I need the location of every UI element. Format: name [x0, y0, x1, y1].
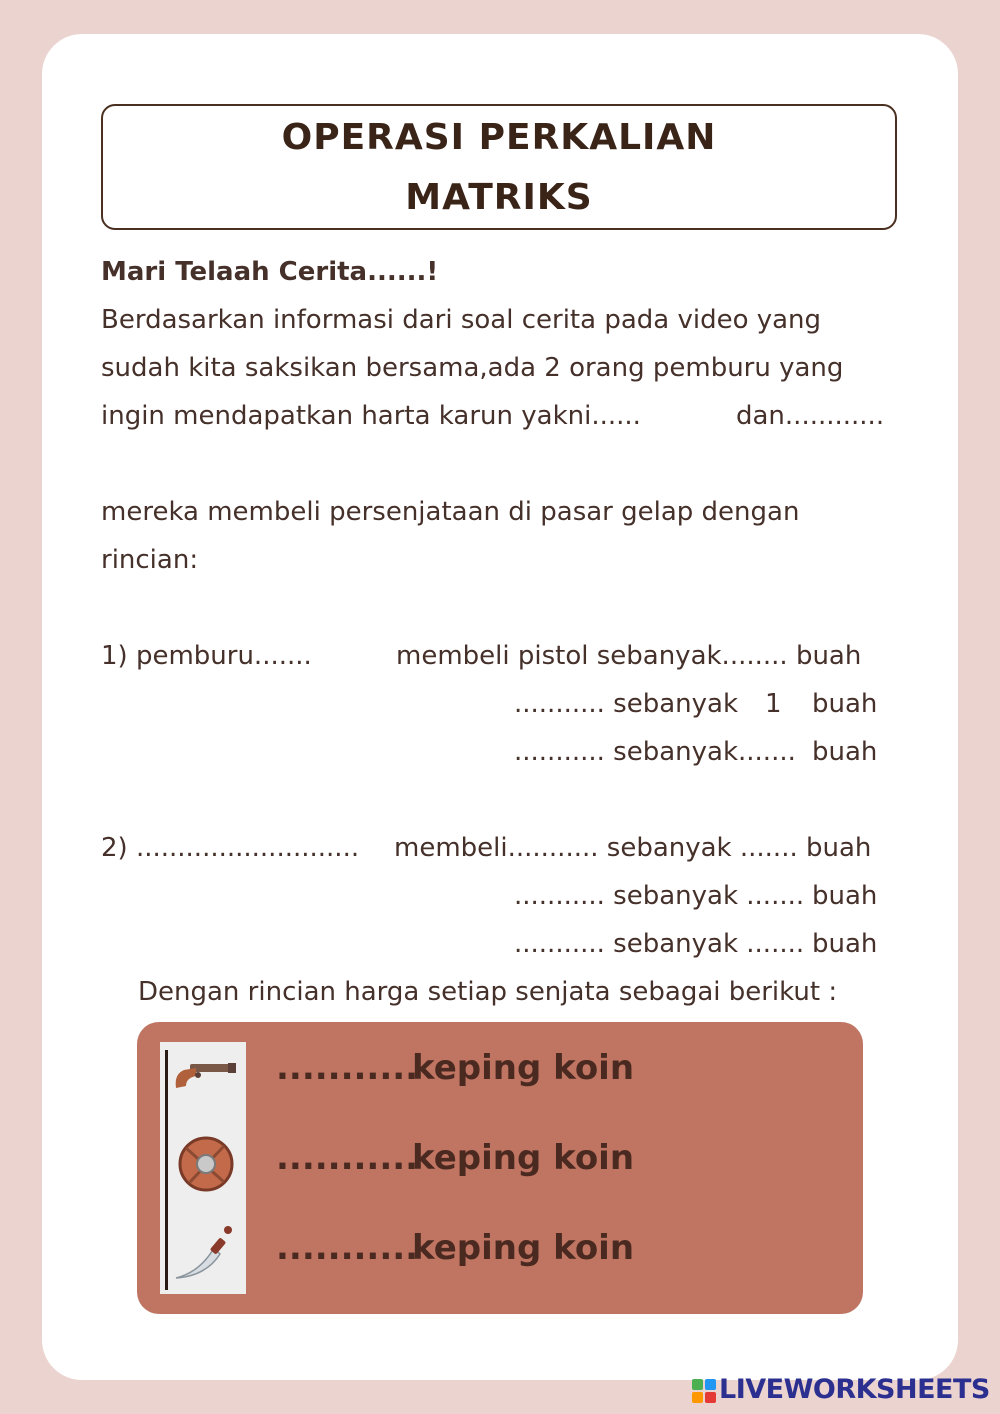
logo-mark-icon [692, 1379, 716, 1403]
logo-text: LIVEWORKSHEETS [719, 1374, 990, 1405]
hunter-1-row-3-unit: buah [812, 737, 878, 767]
price-blank-shield: ........... [276, 1138, 419, 1178]
hunter-1-row-3: ........... sebanyak....... [514, 737, 796, 767]
intro-line-3: ingin mendapatkan harta karun yakni...... [101, 401, 641, 431]
title-box [101, 104, 897, 230]
intro-line-1: Berdasarkan informasi dari soal cerita pada video yang [101, 305, 822, 335]
hunter-2-label: 2) ........................... [101, 833, 360, 863]
story-heading: Mari Telaah Cerita......! [101, 257, 439, 287]
price-row-pistol [276, 1048, 634, 1088]
liveworksheets-logo[interactable] [692, 1374, 990, 1406]
purchase-line-2: rincian: [101, 545, 199, 575]
hunter-2-row-2: ........... sebanyak ....... [514, 881, 805, 911]
intro-line-3-blank: dan............ [736, 401, 885, 431]
knife-icon [170, 1222, 240, 1286]
hunter-2-row-2-unit: buah [812, 881, 878, 911]
price-row-shield [276, 1138, 634, 1178]
title-line-1: OPERASI PERKALIAN [281, 117, 717, 158]
hunter-1-label: 1) pemburu....... [101, 641, 312, 671]
price-blank-knife: ........... [276, 1228, 419, 1268]
hunter-2-row-1: membeli........... sebanyak ....... buah [394, 833, 872, 863]
hunter-2-row-3: ........... sebanyak ....... [514, 929, 805, 959]
title-line-2: MATRIKS [405, 177, 593, 218]
purchase-line-1: mereka membeli persenjataan di pasar gelap dengan [101, 497, 800, 527]
price-intro: Dengan rincian harga setiap senjata sebagai berikut : [138, 977, 838, 1007]
hunter-1-row-2-unit: buah [812, 689, 878, 719]
pistol-icon [166, 1048, 240, 1098]
hunter-1-row-1: membeli pistol sebanyak........ buah [396, 641, 862, 671]
price-unit-pistol: keping koin [412, 1048, 635, 1088]
hunter-1-row-2: ........... sebanyak [514, 689, 739, 719]
price-row-knife [276, 1228, 634, 1268]
price-unit-knife: keping koin [412, 1228, 635, 1268]
hunter-2-row-3-unit: buah [812, 929, 878, 959]
shield-icon [176, 1134, 236, 1194]
hunter-1-row-2-qty: 1 [765, 689, 782, 719]
intro-line-2: sudah kita saksikan bersama,ada 2 orang pemburu yang [101, 353, 844, 383]
price-unit-shield: keping koin [412, 1138, 635, 1178]
price-blank-pistol: ........... [276, 1048, 419, 1088]
